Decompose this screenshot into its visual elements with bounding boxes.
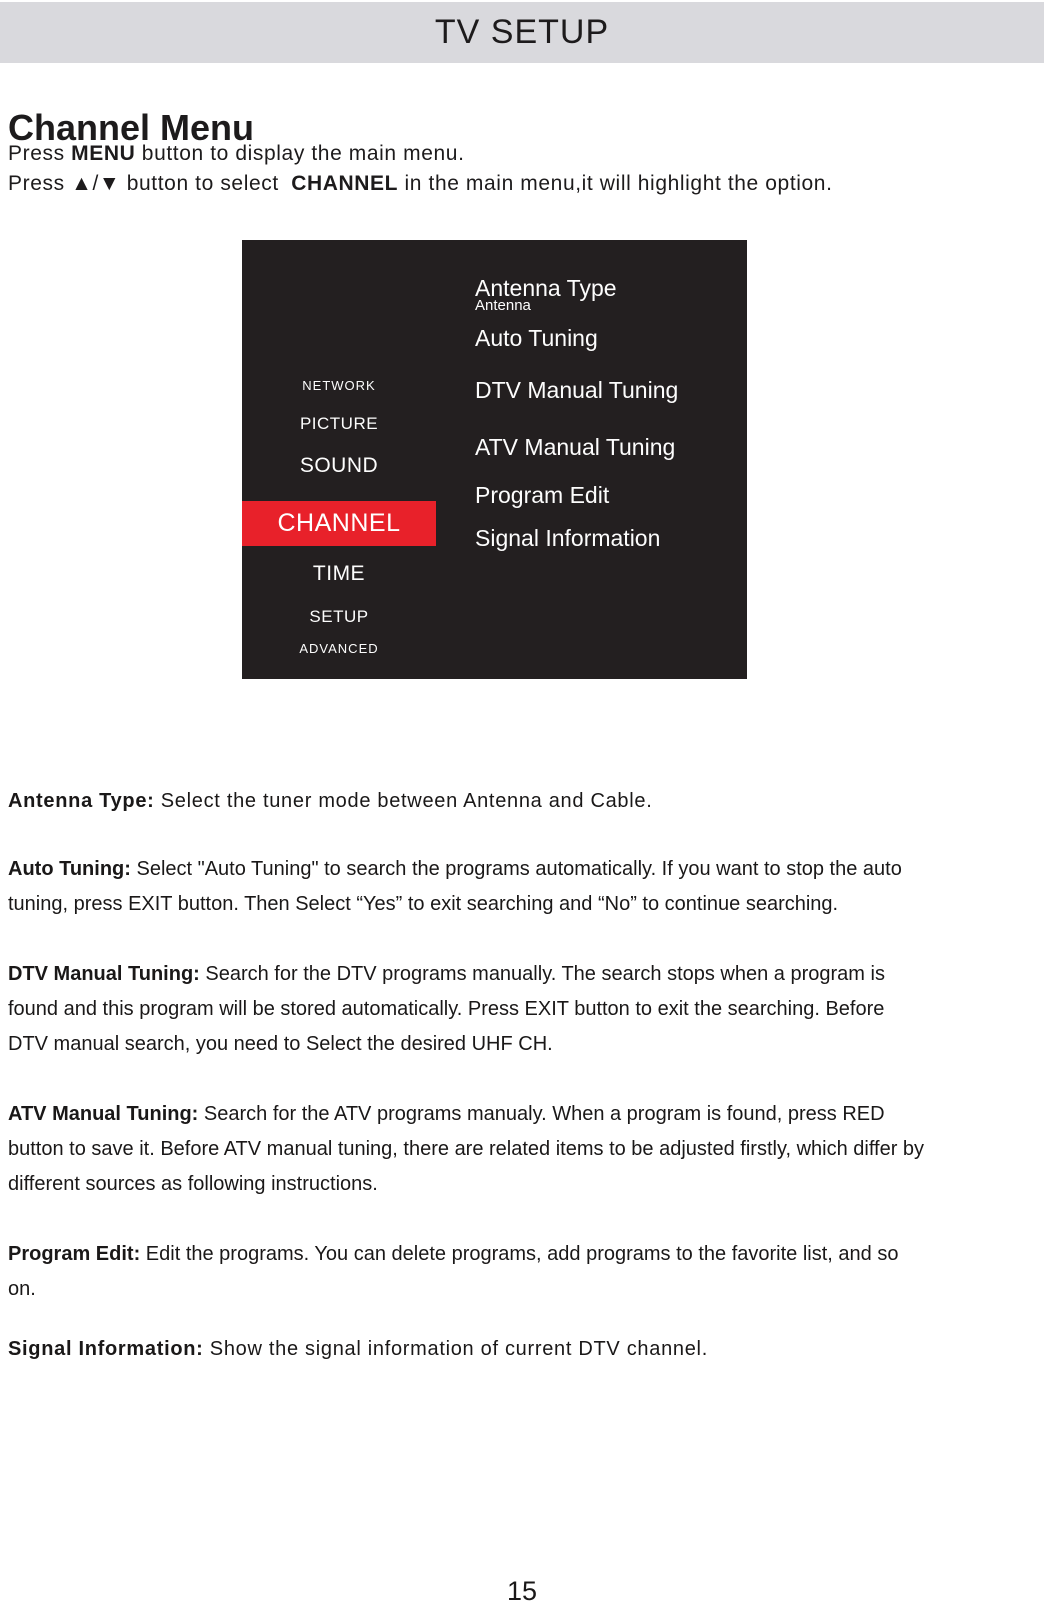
desc-antenna-type-label: Antenna Type: <box>8 790 155 812</box>
page-header-banner <box>0 2 1044 63</box>
page-number: 15 <box>506 1576 538 1606</box>
menu-item-sound: SOUND <box>299 454 379 477</box>
intro-line-2: Press ▲/▼ button to select CHANNEL in the main menu,it will highlight the option. <box>8 172 833 195</box>
submenu-item-dtv-manual-tuning: DTV Manual Tuning <box>475 377 679 403</box>
desc-signal-information: Signal Information: Show the signal information of current DTV channel. <box>8 1338 708 1360</box>
menu-item-channel-label: CHANNEL <box>277 509 401 537</box>
desc-auto-tuning-label: Auto Tuning: <box>8 858 131 880</box>
submenu-item-atv-manual-tuning: ATV Manual Tuning <box>475 434 676 460</box>
desc-program-edit-label: Program Edit: <box>8 1243 141 1265</box>
menu-item-picture: PICTURE <box>299 414 379 433</box>
intro-instructions <box>8 139 1018 199</box>
menu-item-time: TIME <box>312 562 366 585</box>
menu-key-label: MENU <box>71 142 136 165</box>
menu-item-channel-selected <box>242 501 436 546</box>
desc-atv-manual-tuning-label: ATV Manual Tuning: <box>8 1103 199 1125</box>
desc-auto-tuning: Auto Tuning: Select "Auto Tuning" to search the programs automatically. If you want to stop the auto tuning, press EXIT button. Then Select “Yes” to exit searching and “No” to continue searching. <box>8 858 902 915</box>
submenu-item-antenna-type: Antenna Type <box>475 275 617 301</box>
tv-menu-panel <box>242 240 747 679</box>
section-title: Channel Menu <box>8 107 255 149</box>
desc-antenna-type: Antenna Type: Select the tuner mode between Antenna and Cable. <box>8 790 653 812</box>
desc-signal-information-label: Signal Information: <box>8 1338 204 1360</box>
desc-program-edit: Program Edit: Edit the programs. You can delete programs, add programs to the favorite list, and so on. <box>8 1243 899 1300</box>
channel-key-label: CHANNEL <box>291 172 399 195</box>
menu-item-advanced: ADVANCED <box>299 641 379 656</box>
submenu-item-auto-tuning: Auto Tuning <box>475 325 598 351</box>
menu-item-setup: SETUP <box>309 607 369 626</box>
desc-dtv-manual-tuning: DTV Manual Tuning: Search for the DTV programs manually. The search stops when a program is found and this program will be stored automatically. Press EXIT button to exit the searching. Before DTV manual search, you need to Select the desired UHF CH. <box>8 963 885 1055</box>
submenu-value-antenna: Antenna <box>475 297 531 314</box>
desc-atv-manual-tuning: ATV Manual Tuning: Search for the ATV programs manualy. When a program is found, press RED button to save it. Before ATV manual tuning, there are related items to be adjusted firstly, which differ by different sources as following instructions. <box>8 1103 925 1195</box>
intro-line-1: Press MENU button to display the main menu. <box>8 142 465 165</box>
menu-item-network: NETWORK <box>302 378 376 393</box>
desc-dtv-manual-tuning-label: DTV Manual Tuning: <box>8 963 200 985</box>
submenu-item-program-edit: Program Edit <box>475 482 610 508</box>
submenu-item-signal-information: Signal Information <box>475 525 661 551</box>
page-header-title: TV SETUP <box>434 13 610 51</box>
